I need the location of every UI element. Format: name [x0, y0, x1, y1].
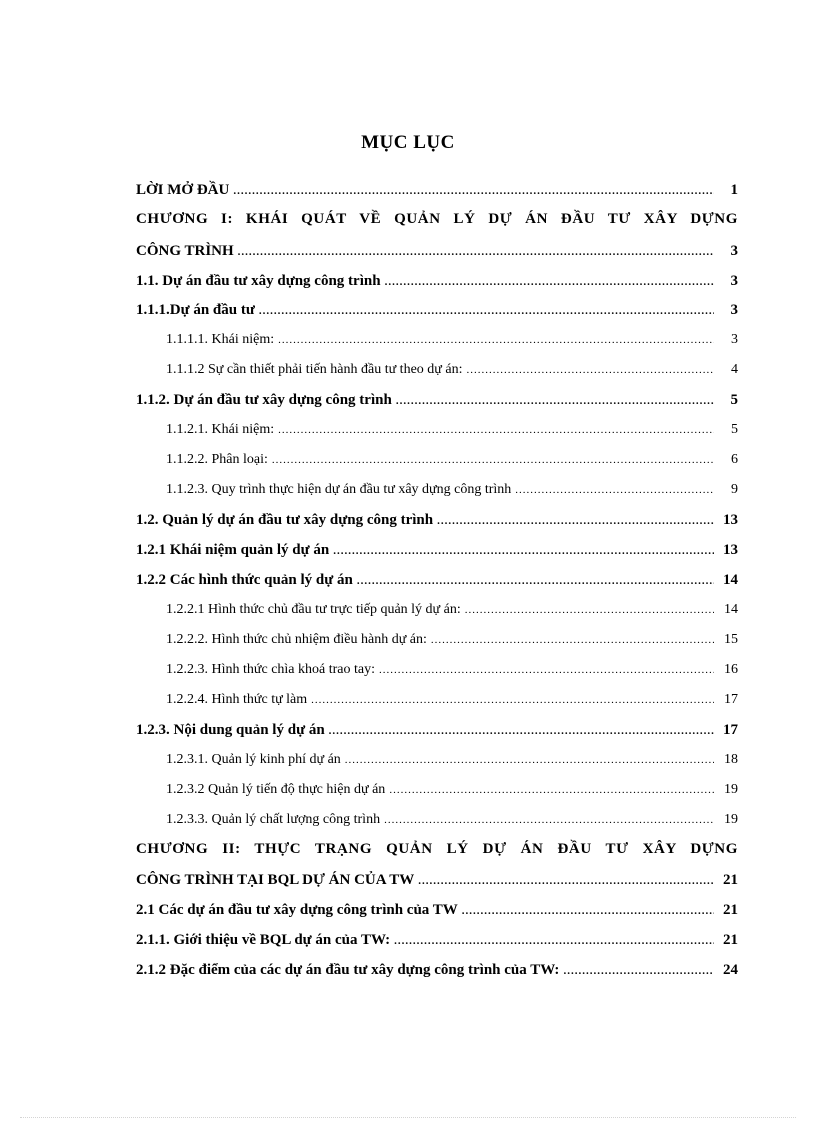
toc-page-number: 3 [731, 332, 738, 347]
toc-entry [166, 419, 738, 441]
toc-page-number: 6 [731, 452, 738, 467]
toc-entry [166, 809, 738, 831]
toc-chapter-line: CHƯƠNG II: THỰC TRẠNG QUẢN LÝ DỰ ÁN ĐẦU TƯ XÂY DỰNG [136, 841, 738, 857]
toc-entry [136, 179, 738, 201]
toc-page-number: 14 [723, 572, 738, 588]
toc-leader [259, 300, 714, 322]
toc-entry [166, 749, 738, 771]
page-title: MỤC LỤC [361, 132, 455, 153]
toc-leader [357, 570, 714, 592]
toc-entry-text: 2.1.1. Giới thiệu về BQL dự án của TW: [136, 932, 391, 948]
toc-page-number: 14 [724, 602, 738, 617]
toc-entry-text: 1.1.1.2 Sự cần thiết phải tiến hành đầu tư theo dự án: [166, 362, 463, 377]
footer-divider [20, 1117, 796, 1118]
toc-entry-text: LỜI MỞ ĐẦU [136, 182, 230, 198]
toc-leader [329, 720, 714, 742]
toc-leader [396, 390, 714, 412]
toc-entry [166, 479, 738, 501]
toc-entry-text: 1.1.2. Dự án đầu tư xây dựng công trình [136, 392, 392, 408]
toc-entry-text: 2.1 Các dự án đầu tư xây dựng công trình của TW [136, 902, 458, 918]
toc-entry [166, 689, 738, 711]
toc-leader [389, 779, 714, 801]
toc-entry [136, 240, 738, 262]
toc-entry-text: 1.2.3.2 Quản lý tiến độ thực hiện dự án [166, 782, 386, 797]
toc-page-number: 17 [723, 722, 738, 738]
toc-entry-text: 1.1.1.Dự án đầu tư [136, 302, 255, 318]
toc-leader [462, 900, 714, 922]
toc-entry-text: 1.2.2.3. Hình thức chìa khoá trao tay: [166, 662, 375, 677]
toc-leader [311, 689, 714, 711]
toc-leader [385, 271, 714, 293]
toc-entry [166, 449, 738, 471]
toc-entry [136, 899, 738, 921]
toc-entry [136, 299, 738, 321]
toc-entry [136, 869, 738, 891]
toc-entry-text: 1.2.2.4. Hình thức tự làm [166, 692, 308, 707]
toc-entry [136, 719, 738, 741]
toc-page-number: 4 [731, 362, 738, 377]
toc-entry [166, 779, 738, 801]
toc-entry [136, 389, 738, 411]
toc-page-number: 13 [723, 512, 738, 528]
toc-leader [384, 809, 714, 831]
toc-page-number: 13 [723, 542, 738, 558]
toc-entry [166, 659, 738, 681]
toc-entry-text: 1.1.1.1. Khái niệm: [166, 332, 275, 347]
toc-entry-text: 1.2.2 Các hình thức quản lý dự án [136, 572, 353, 588]
toc-leader [394, 930, 714, 952]
toc-leader [272, 449, 714, 471]
toc-page-number: 3 [730, 273, 738, 289]
toc-entry [136, 569, 738, 591]
toc-entry-text: 1.1.2.1. Khái niệm: [166, 422, 275, 437]
toc-leader [345, 749, 714, 771]
toc-page-number: 21 [723, 902, 738, 918]
toc-leader [238, 241, 714, 263]
toc-entry [166, 329, 738, 351]
toc-entry-text: 1.2.2.2. Hình thức chủ nhiệm điều hành dự án: [166, 632, 427, 647]
toc-entry-text: 1.1.2.3. Quy trình thực hiện dự án đầu tư xây dựng công trình [166, 482, 512, 497]
toc-page-number: 19 [724, 782, 738, 797]
toc-chapter-line: CHƯƠNG I: KHÁI QUÁT VỀ QUẢN LÝ DỰ ÁN ĐẦU TƯ XÂY DỰNG [136, 211, 738, 227]
toc-entry [136, 270, 738, 292]
toc-leader [515, 479, 714, 501]
toc-page-number: 18 [724, 752, 738, 767]
toc-page-number: 21 [723, 932, 738, 948]
toc-page-number: 5 [731, 422, 738, 437]
toc-entry [136, 959, 738, 981]
toc-entry-text: 1.2.3.3. Quản lý chất lượng công trình [166, 812, 381, 827]
toc-page-number: 3 [730, 243, 738, 259]
toc-entry-text: CÔNG TRÌNH TẠI BQL DỰ ÁN CỦA TW [136, 872, 415, 888]
toc-page-number: 3 [730, 302, 738, 318]
toc-entry [136, 929, 738, 951]
toc-entry [166, 629, 738, 651]
toc-leader [278, 329, 714, 351]
toc-leader [278, 419, 714, 441]
toc-page-number: 1 [730, 182, 738, 198]
toc-entry-text: 1.2. Quản lý dự án đầu tư xây dựng công trình [136, 512, 434, 528]
toc-entry-text: 1.2.1 Khái niệm quản lý dự án [136, 542, 330, 558]
toc-leader [437, 510, 714, 532]
toc-leader [466, 359, 714, 381]
toc-page-number: 24 [723, 962, 738, 978]
toc-entry [136, 509, 738, 531]
toc-entry-text: 1.1. Dự án đầu tư xây dựng công trình [136, 273, 381, 289]
toc-page-number: 5 [730, 392, 738, 408]
toc-leader [431, 629, 714, 651]
toc-leader [333, 540, 714, 562]
toc-page-number: 17 [724, 692, 738, 707]
toc-entry-text: 1.1.2.2. Phân loại: [166, 452, 268, 467]
toc-leader [379, 659, 714, 681]
toc-entry-text: 1.2.3. Nội dung quản lý dự án [136, 722, 325, 738]
toc-entry-text: 1.2.2.1 Hình thức chủ đầu tư trực tiếp quản lý dự án: [166, 602, 461, 617]
toc-page-number: 9 [731, 482, 738, 497]
toc-leader [563, 960, 714, 982]
toc-leader [233, 180, 714, 202]
toc-entry-text: 1.2.3.1. Quản lý kinh phí dự án [166, 752, 341, 767]
toc-entry [166, 359, 738, 381]
toc-page-number: 19 [724, 812, 738, 827]
toc-page-number: 16 [724, 662, 738, 677]
toc-page-number: 15 [724, 632, 738, 647]
toc-leader [418, 870, 714, 892]
toc-entry-text: 2.1.2 Đặc điểm của các dự án đầu tư xây dựng công trình của TW: [136, 962, 560, 978]
toc-leader [465, 599, 714, 621]
toc-entry-text: CÔNG TRÌNH [136, 243, 234, 259]
toc-page-number: 21 [723, 872, 738, 888]
toc-entry [136, 539, 738, 561]
toc-entry [166, 599, 738, 621]
